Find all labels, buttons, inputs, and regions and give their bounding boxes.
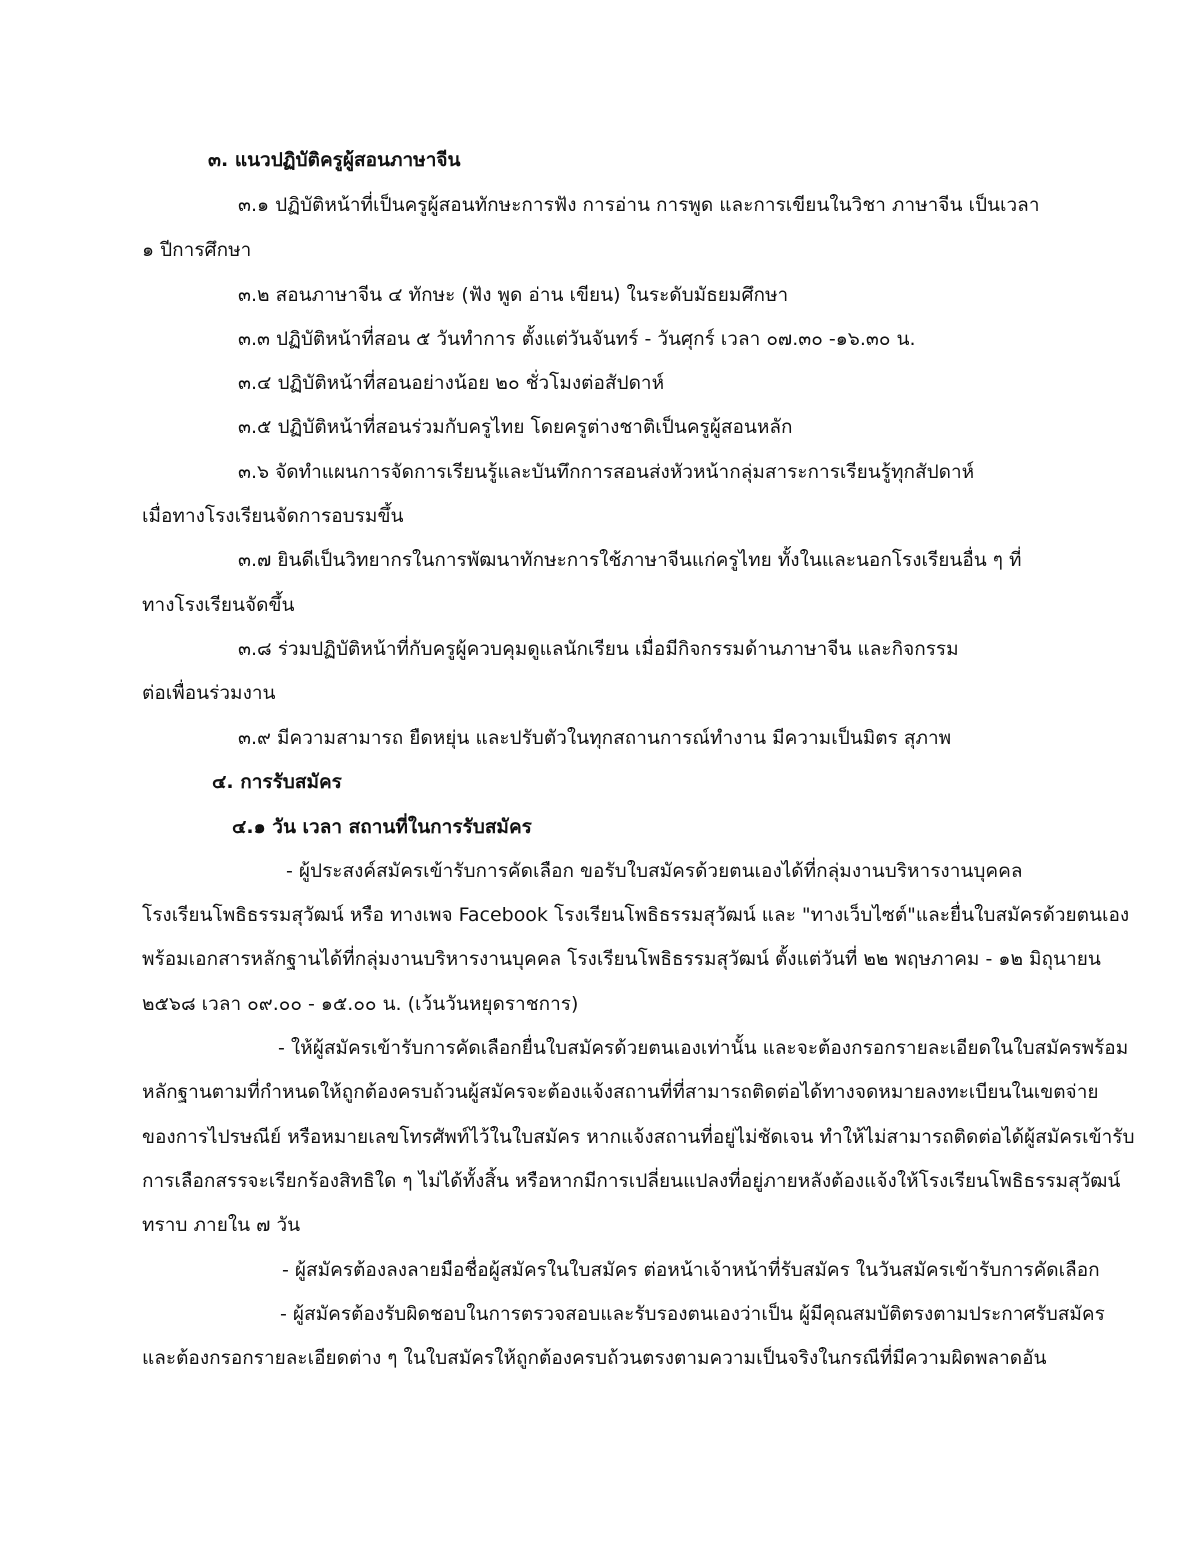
para-2-line-5: ทราบ ภายใน ๗ วัน [142, 1214, 301, 1236]
item-3-6-line-1: ๓.๖ จัดทำแผนการจัดการเรียนรู้และบันทึกการสอนส่งหัวหน้ากลุ่มสาระการเรียนรู้ทุกสัปดาห์ [238, 461, 975, 483]
item-3-8-line-2: ต่อเพื่อนร่วมงาน [142, 682, 276, 704]
item-3-2: ๓.๒ สอนภาษาจีน ๔ ทักษะ (ฟัง พูด อ่าน เขียน) ในระดับมัธยมศึกษา [238, 284, 789, 306]
para-3-line-1: - ผู้สมัครต้องลงลายมือชื่อผู้สมัครในใบสมัคร ต่อหน้าเจ้าหน้าที่รับสมัคร ในวันสมัครเข้ารับการคัดเลือก [282, 1259, 1100, 1281]
para-1-line-1: - ผู้ประสงค์สมัครเข้ารับการคัดเลือก ขอรับใบสมัครด้วยตนเองได้ที่กลุ่มงานบริหารงานบุคคล [286, 860, 1023, 882]
para-4-line-1: - ผู้สมัครต้องรับผิดชอบในการตรวจสอบและรับรองตนเองว่าเป็น ผู้มีคุณสมบัติตรงตามประกาศรับสมัคร [280, 1303, 1105, 1325]
para-4-line-2: และต้องกรอกรายละเอียดต่าง ๆ ในใบสมัครให้ถูกต้องครบถ้วนตรงตามความเป็นจริงในกรณีที่มีความผิดพลาดอัน [142, 1347, 1047, 1369]
item-3-3: ๓.๓ ปฏิบัติหน้าที่สอน ๕ วันทำการ ตั้งแต่วันจันทร์ - วันศุกร์ เวลา ๐๗.๓๐ -๑๖.๓๐ น. [238, 328, 916, 350]
section-4-heading: ๔. การรับสมัคร [212, 771, 342, 793]
item-3-4: ๓.๔ ปฏิบัติหน้าที่สอนอย่างน้อย ๒๐ ชั่วโมงต่อสัปดาห์ [238, 372, 665, 394]
section-3-heading: ๓. แนวปฏิบัติครูผู้สอนภาษาจีน [208, 149, 461, 171]
item-3-7-line-2: ทางโรงเรียนจัดขึ้น [142, 594, 295, 616]
item-3-5: ๓.๕ ปฏิบัติหน้าที่สอนร่วมกับครูไทย โดยครูต่างชาติเป็นครูผู้สอนหลัก [238, 416, 793, 438]
item-3-1-line-1: ๓.๑ ปฏิบัติหน้าที่เป็นครูผู้สอนทักษะการฟัง การอ่าน การพูด และการเขียนในวิชา ภาษาจีน เป็นเวลา [238, 194, 1040, 216]
item-3-6-line-2: เมื่อทางโรงเรียนจัดการอบรมขึ้น [142, 505, 404, 527]
para-1-line-3: พร้อมเอกสารหลักฐานได้ที่กลุ่มงานบริหารงานบุคคล โรงเรียนโพธิธรรมสุวัฒน์ ตั้งแต่วันที่ ๒๒ พฤษภาคม - ๑๒ มิถุนายน [142, 948, 1101, 970]
item-3-8-line-1: ๓.๘ ร่วมปฏิบัติหน้าที่กับครูผู้ควบคุมดูแลนักเรียน เมื่อมีกิจกรรมด้านภาษาจีน และกิจกรรม [238, 638, 959, 660]
para-2-line-4: การเลือกสรรจะเรียกร้องสิทธิใด ๆ ไม่ได้ทั้งสิ้น หรือหากมีการเปลี่ยนแปลงที่อยู่ภายหลังต้องแจ้งให้โรงเรียนโพธิธรรมสุวัฒน์ [142, 1170, 1121, 1192]
item-3-1-line-2: ๑ ปีการศึกษา [142, 239, 252, 261]
para-2-line-2: หลักฐานตามที่กำหนดให้ถูกต้องครบถ้วนผู้สมัครจะต้องแจ้งสถานที่ที่สามารถติดต่อได้ทางจดหมายลงทะเบียนในเขตจ่าย [142, 1081, 1099, 1103]
item-3-9: ๓.๙ มีความสามารถ ยืดหยุ่น และปรับตัวในทุกสถานการณ์ทำงาน มีความเป็นมิตร สุภาพ [238, 727, 952, 749]
section-4-1-heading: ๔.๑ วัน เวลา สถานที่ในการรับสมัคร [232, 816, 532, 838]
para-2-line-1: - ให้ผู้สมัครเข้ารับการคัดเลือกยื่นใบสมัครด้วยตนเองเท่านั้น และจะต้องกรอกรายละเอียดในใบสมัครพร้อม [278, 1037, 1129, 1059]
para-1-line-2: โรงเรียนโพธิธรรมสุวัฒน์ หรือ ทางเพจ Facebook โรงเรียนโพธิธรรมสุวัฒน์ และ "ทางเว็บไซต์"และยื่นใบสมัครด้วยตนเอง [142, 904, 1130, 926]
item-3-7-line-1: ๓.๗ ยินดีเป็นวิทยากรในการพัฒนาทักษะการใช้ภาษาจีนแก่ครูไทย ทั้งในและนอกโรงเรียนอื่น ๆ ที่ [238, 549, 1022, 571]
para-2-line-3: ของการไปรษณีย์ หรือหมายเลขโทรศัพท์ไว้ในใบสมัคร หากแจ้งสถานที่อยู่ไม่ชัดเจน ทำให้ไม่สามารถติดต่อได้ผู้สมัครเข้ารับ [142, 1126, 1135, 1148]
para-1-line-4: ๒๕๖๘ เวลา ๐๙.๐๐ - ๑๕.๐๐ น. (เว้นวันหยุดราชการ) [142, 993, 579, 1015]
